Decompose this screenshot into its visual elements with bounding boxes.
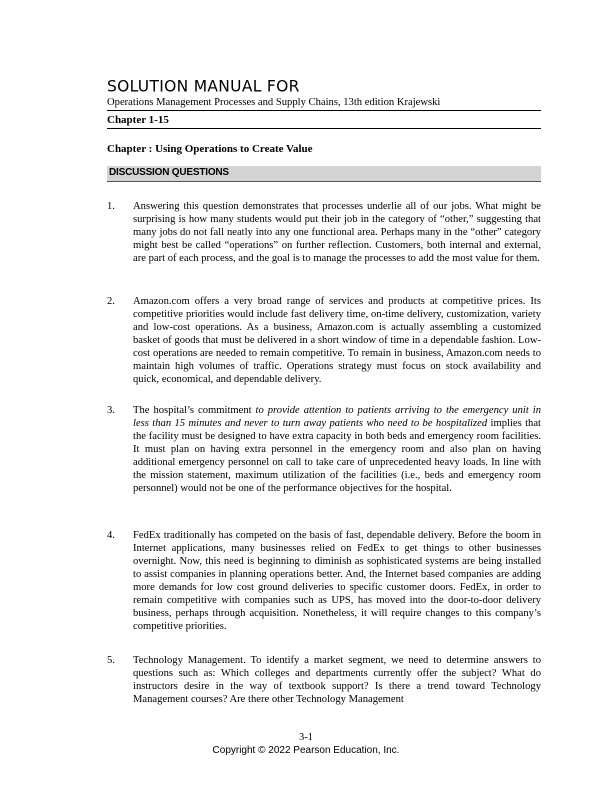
chapter-range: Chapter 1-15: [107, 114, 169, 126]
question-answer: Amazon.com offers a very broad range of services and products at competitive prices. Its competitive priorities would include fast delivery time, on-time delivery, customization, variety and low-cost operations. As a business, Amazon.com is actually assembling a customized basket of goods that must be delivered in a short window of time in a dependable fashion. Low-cost operations are needed to remain competitive. To remain in business, Amazon.com needs to maintain high volumes of traffic. Operations strategy must focus on stock availability and quick, economical, and dependable delivery.: [133, 296, 541, 386]
question-item: [107, 404, 541, 495]
chapter-title: Chapter : Using Operations to Create Value: [107, 143, 313, 155]
book-subtitle: Operations Management Processes and Supply Chains, 13th edition Krajewski: [107, 97, 441, 108]
copyright-notice: Copyright © 2022 Pearson Education, Inc.: [212, 745, 400, 756]
header-rule: [107, 110, 541, 111]
question-answer: Answering this question demonstrates that processes underlie all of our jobs. What might be surprising is how many students would put their job in the category of “other,” suggesting that many jobs do not fall neatly into any one functional area. Perhaps many in the “other” category might best be called “operations” on further reflection. Customers, both internal and external, are part of each process, and the goal is to manage the processes to add the most value for them.: [133, 201, 541, 265]
question-number: 4.: [107, 530, 115, 541]
question-item: [107, 200, 541, 265]
question-number: 5.: [107, 655, 115, 666]
solution-manual-heading: SOLUTION MANUAL FOR: [107, 76, 300, 96]
question-answer: Technology Management. To identify a market segment, we need to determine answers to questions such as: Which colleges and departments currently offer the subject? What do instructors desire in the way of textbook support? Is there a trend toward Technology Management courses? Are there other Technology Management: [133, 655, 541, 706]
question-answer: [133, 404, 541, 495]
answer-text-rest: implies that the facility must be designed to have extra capacity in both beds and emergency room facilities. It must plan on having extra personnel in the emergency room and also plan on having additional emergency personnel on call to take care of unprecedented heavy loads. In line with the mission statement, maximum utilization of the facilities (i.e., beds and emergency room personnel) would not be one of the performance objectives for the hospital.: [133, 418, 541, 495]
question-number: 3.: [107, 405, 115, 416]
question-item: [107, 529, 541, 633]
mission-statement-quote: to provide attention to patients arriving to the emergency unit in less than 15 minutes and never to turn away patients who need to be hospitalized: [133, 405, 541, 430]
section-header-bar: [107, 166, 541, 182]
question-number: 2.: [107, 296, 115, 307]
answer-text-lead: The hospital’s commitment: [133, 405, 256, 416]
section-label: DISCUSSION QUESTIONS: [109, 167, 229, 178]
chapter-rule: [107, 128, 541, 129]
question-item: [107, 295, 541, 386]
question-answer: FedEx traditionally has competed on the basis of fast, dependable delivery. Before the boom in Internet applications, many businesses relied on FedEx to get things to other businesses overnight. Now, this need is beginning to diminish as sophisticated systems are being installed to assist companies in planning operations better. And, the Internet based companies are adding more demands for low cost ground deliveries to specific customer doors. FedEx, in order to remain competitive with companies such as UPS, has moved into the door-to-door delivery business, perhaps through acquisition. Nonetheless, it will require changes to this company’s competitive priorities.: [133, 530, 541, 633]
question-item: [107, 654, 541, 706]
page-number: 3-1: [299, 732, 313, 743]
question-number: 1.: [107, 201, 115, 212]
